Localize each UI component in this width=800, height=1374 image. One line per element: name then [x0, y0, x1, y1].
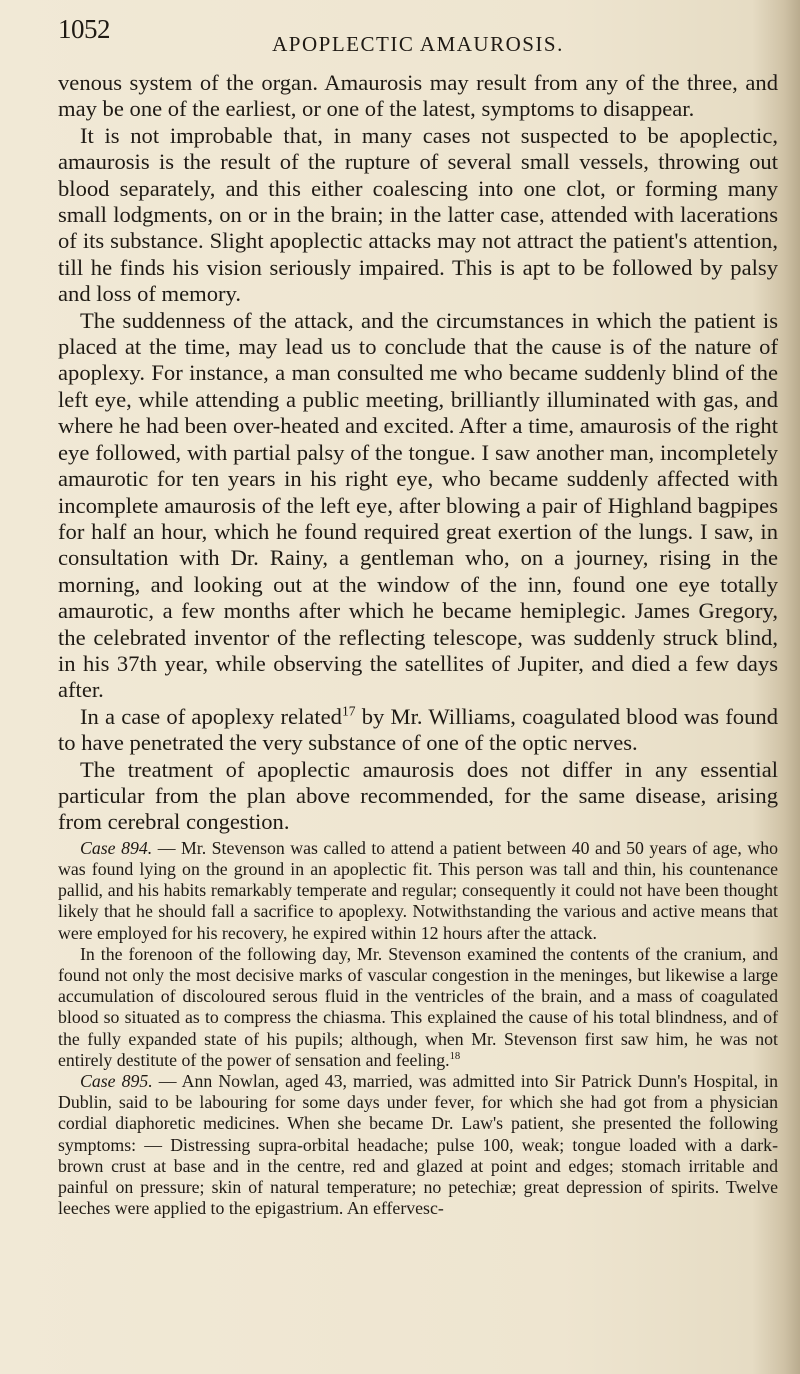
footnote-reference: 17 [341, 703, 356, 719]
case-report [58, 838, 778, 944]
case-label: Case 895. [80, 1071, 153, 1092]
body-text [58, 70, 778, 1219]
paragraph: The suddenness of the attack, and the circumstances in which the patient is placed at the time, may lead us to conclude that the cause is of the nature of apoplexy. For instance, a man consulted me who became suddenly blind of the left eye, while attending a public meeting, brilliantly illuminated with gas, and where he had been over-heated and excited. After a time, amaurosis of the right eye followed, with partial palsy of the tongue. I saw another man, incompletely amaurotic for ten years in his right eye, who became suddenly affected with incomplete amaurosis of the left eye, after blowing a pair of Highland bagpipes for half an hour, which he found required great exertion of the lungs. I saw, in consultation with Dr. Rainy, a gentleman who, on a journey, rising in the morning, and looking out at the window of the inn, found one eye totally amaurotic, a few months after which he became hemiplegic. James Gregory, the celebrated inventor of the reflecting telescope, was suddenly struck blind, in his 37th year, while observing the satellites of Jupiter, and died a few days after. [58, 307, 778, 703]
paragraph: It is not improbable that, in many cases not suspected to be apoplectic, amaurosis is the result of the rupture of several small vessels, throwing out blood separately, and this either coalescing into one clot, or forming many small lodgments, on or in the brain; in the latter case, attended with lacerations of its substance. Slight apoplectic attacks may not attract the patient's attention, till he finds his vision seriously impaired. This is apt to be followed by palsy and loss of memory. [58, 122, 778, 307]
paragraph: The treatment of apoplectic amaurosis does not differ in any essential particular from the plan above recommended, for the same disease, arising from cerebral congestion. [58, 756, 778, 835]
page-number: 1052 [58, 14, 110, 44]
case-text: In the forenoon of the following day, Mr. Stevenson examined the contents of the cranium, and found not only the most decisive marks of vascular congestion in the meninges, but likewise a large accumulation of discoloured serous fluid in the ventricles of the brain, and a mass of coagulated blood so situated as to compress the chiasma. This explained the cause of his total blindness, and of the fully expanded state of his pupils; although, when Mr. Stevenson first saw him, he was not entirely destitute of the power of sensation and feeling. [58, 943, 778, 1070]
page-header [58, 14, 778, 54]
case-label: Case 894. [80, 837, 153, 858]
paragraph-text: In a case of apoplexy related [80, 703, 342, 729]
running-head: APOPLECTIC AMAUROSIS. [272, 32, 564, 56]
case-text: — Ann Nowlan, aged 43, married, was admitted into Sir Patrick Dunn's Hospital, in Dublin, said to be labouring for some days under fever, for which she had got from a physician cordial diaphoretic medicines. When she became Dr. Law's patient, she presented the following symptoms: — Distressing supra-orbital headache; pulse 100, weak; tongue loaded with a dark-brown crust at base and in the centre, red and glazed at point and edges; stomach irritable and painful on pressure; skin of natural temperature; no petechiæ; great depression of spirits. Twelve leeches were applied to the epigastrium. An effervesc- [58, 1071, 778, 1219]
paragraph: venous system of the organ. Amaurosis may result from any of the three, and may be one of the earliest, or one of the latest, symptoms to disappear. [58, 70, 778, 122]
case-reports [58, 838, 778, 1220]
paragraph-text: by Mr. Williams, coagulated blood was found to have penetrated the very substance of one of the optic nerves. [58, 703, 778, 756]
case-report-continued [58, 944, 778, 1071]
paragraph [58, 704, 778, 757]
case-text: — Mr. Stevenson was called to attend a patient between 40 and 50 years of age, who was found lying on the ground in an apoplectic fit. This person was tall and thin, his countenance pallid, and his habits remarkably temperate and regular; consequently it could not have been thought likely that he should fall a sacrifice to apoplexy. Notwithstanding the various and active means that were employed for his recovery, he expired within 12 hours after the attack. [58, 837, 778, 943]
case-report [58, 1071, 778, 1219]
footnote-reference: 18 [449, 1049, 461, 1062]
